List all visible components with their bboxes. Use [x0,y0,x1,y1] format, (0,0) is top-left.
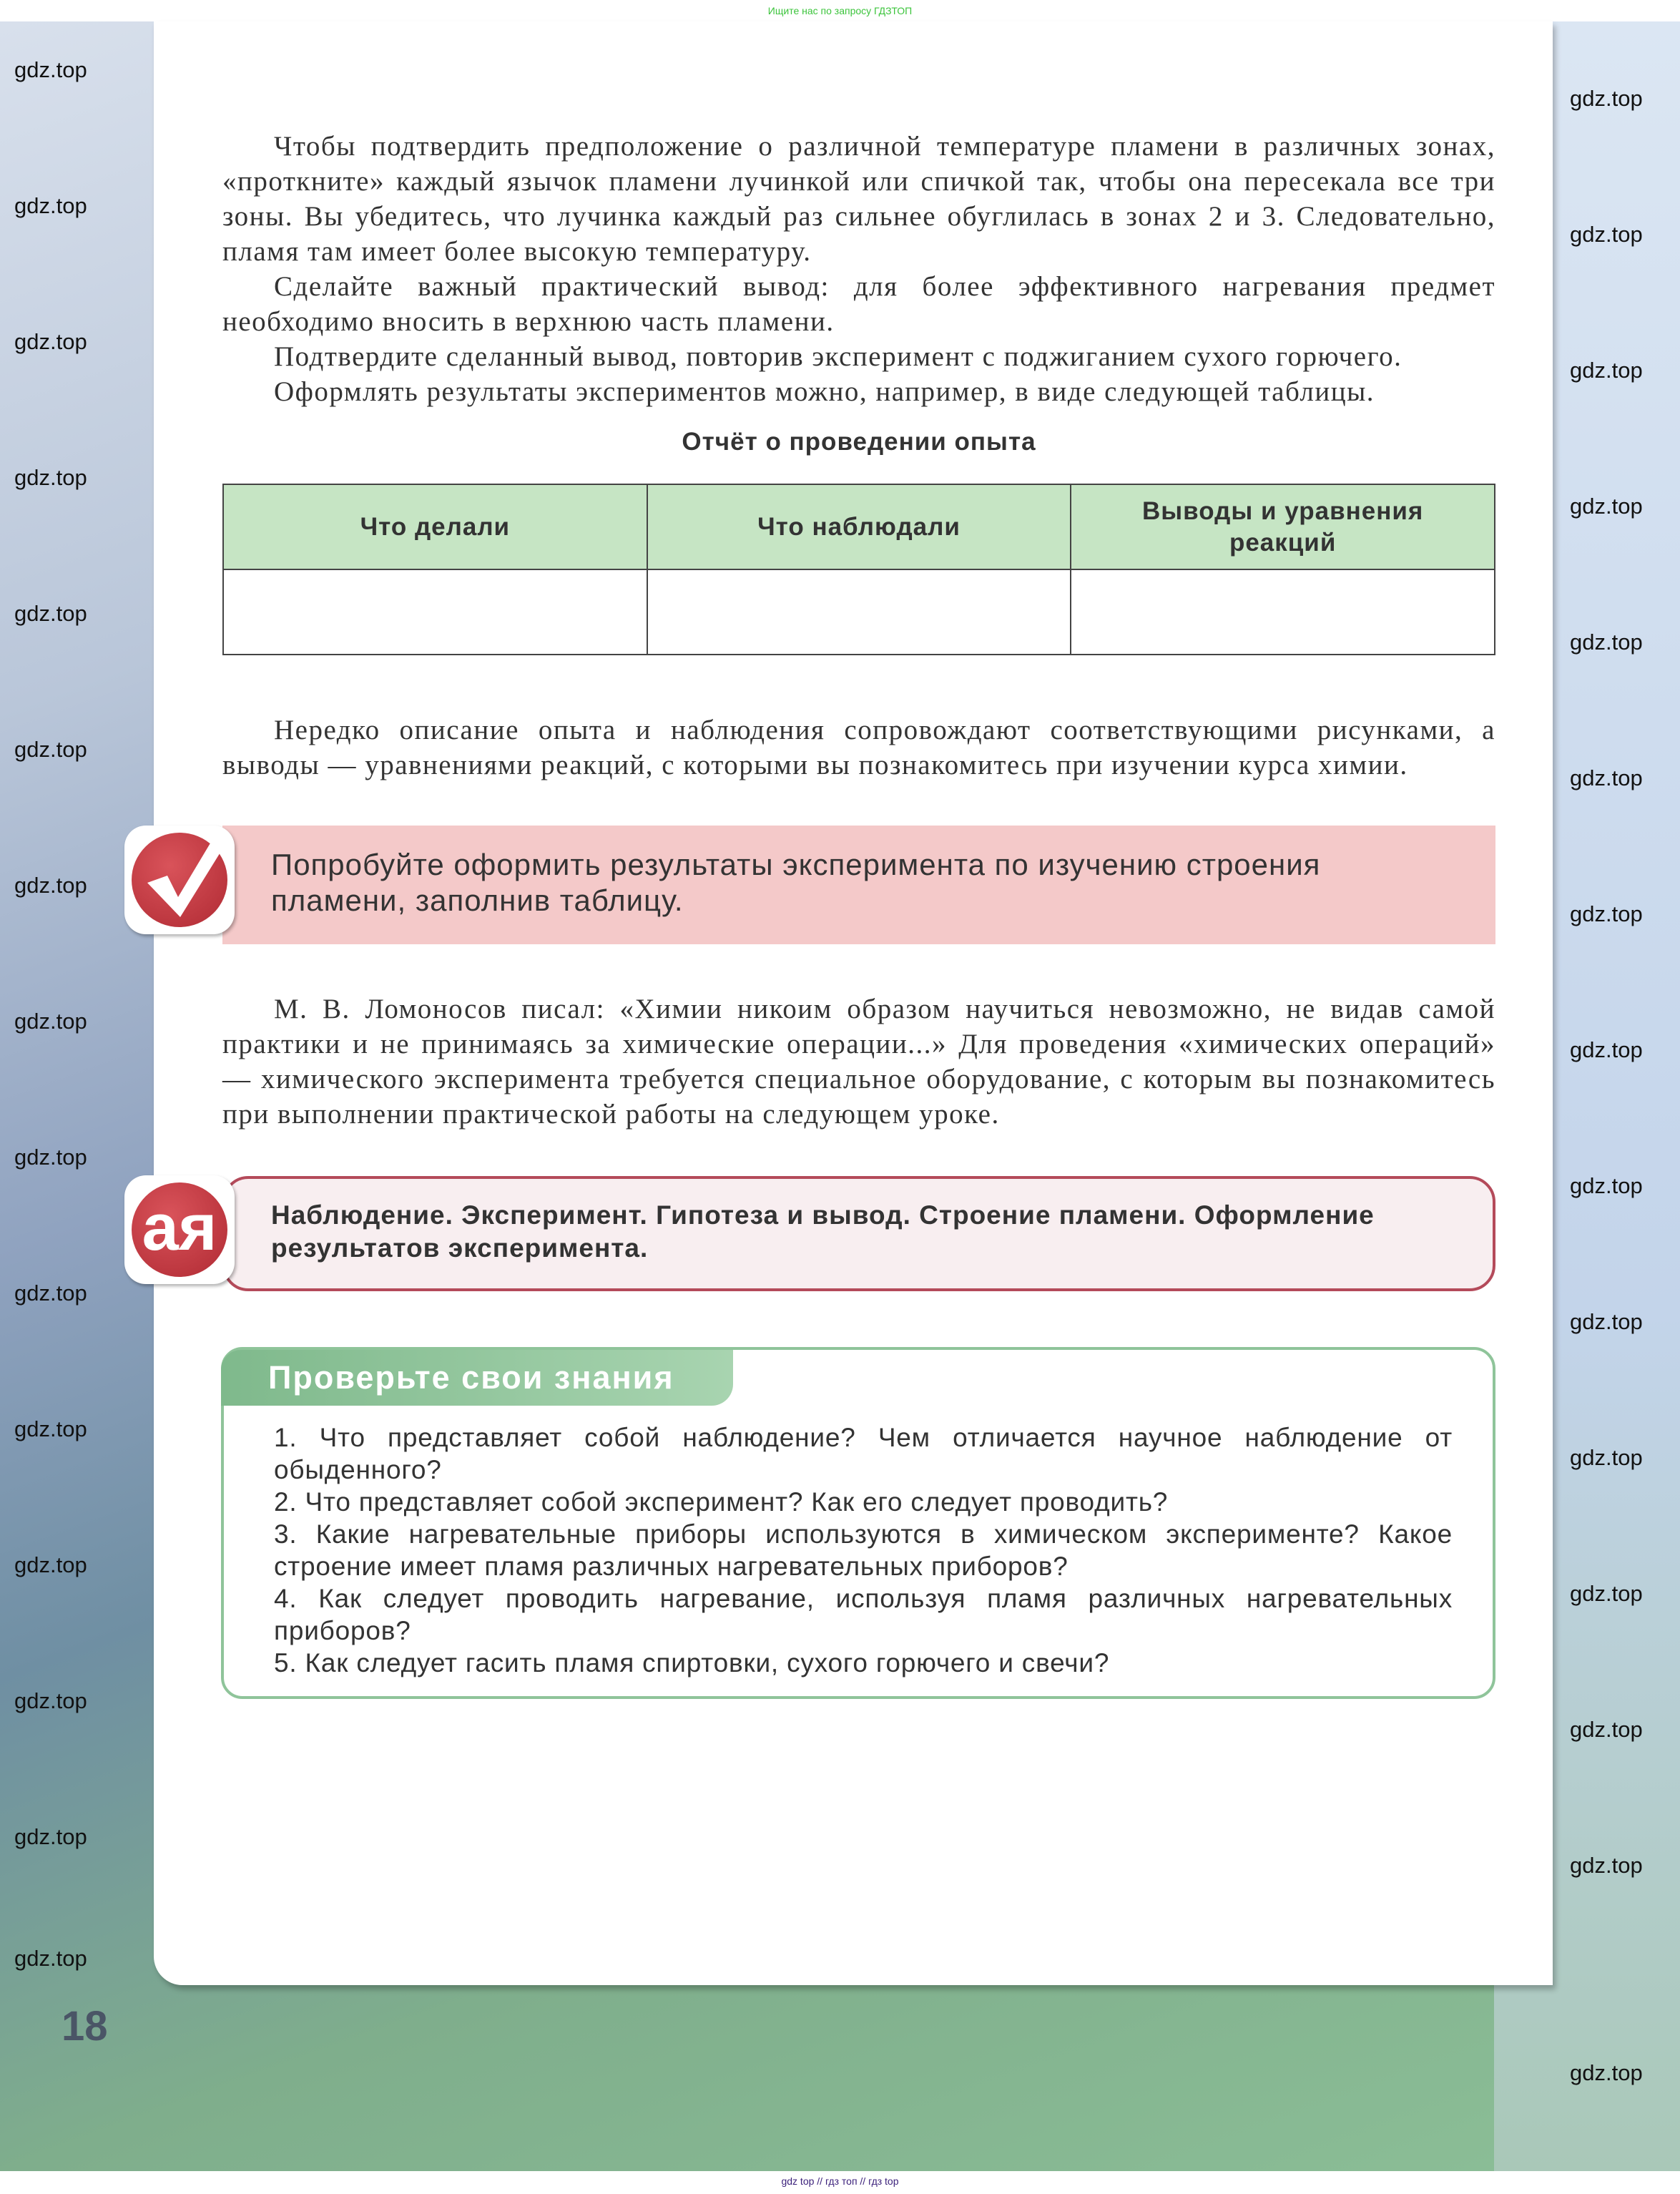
question-item: 1. Что представляет собой наблюдение? Чем отличается научное наблюдение от обыденного? [274,1423,1453,1484]
table-title: Отчёт о проведении опыта [682,428,1036,456]
page-number: 18 [62,2003,108,2049]
question-item: 2. Что представляет собой эксперимент? Как его следует проводить? [274,1487,1169,1517]
watermark: gdz.top [14,57,87,82]
watermark: gdz.top [14,1145,87,1170]
watermark: gdz.top [14,329,87,354]
watermark: gdz.top [14,873,87,898]
watermark: gdz.top [14,1280,87,1306]
glossary-icon [124,1175,235,1284]
table-row [223,569,1495,655]
checkmark-icon [124,826,235,934]
questions-list [274,1421,1453,1679]
watermark: gdz.top [1570,630,1643,655]
watermark: gdz.top [14,193,87,218]
task-text: Попробуйте оформить результаты эксперимента по изучению строения пламени, заполнив таблицу. [271,848,1321,917]
watermark: gdz.top [14,465,87,490]
question-item: 4. Как следует проводить нагревание, используя пламя различных нагревательных приборов? [274,1584,1453,1645]
task-box [222,826,1495,944]
watermark: gdz.top [1570,1309,1643,1334]
key-terms-text: Наблюдение. Эксперимент. Гипотеза и вывод. Строение пламени. Оформление результатов эксперимента. [271,1200,1375,1263]
question-item: 3. Какие нагревательные приборы используются в химическом эксперименте? Какое строение имеет пламя различных нагревательных приборов? [274,1519,1453,1581]
watermark: gdz.top [14,1416,87,1441]
watermark: gdz.top [14,1688,87,1713]
watermark: gdz.top [1570,1037,1643,1062]
watermark: gdz.top [1570,494,1643,519]
watermark: gdz.top [14,1552,87,1577]
watermark: gdz.top [1570,1445,1643,1470]
report-table [222,484,1495,655]
table-cell [647,569,1071,655]
paragraph: М. В. Ломоносов писал: «Химии никоим образом научиться невозможно, не видав самой практики и не принимаясь за химические операции...» Для проведения «химических операций» — химического эксперимента требуется специальное оборудование, с которым вы познакомитесь при выполнении практической работы на следующем уроке. [222,994,1495,1130]
paragraph: Оформлять результаты экспериментов можно, например, в виде следующей таблицы. [274,376,1375,407]
check-knowledge-box [221,1347,1495,1699]
watermark: gdz.top [1570,86,1643,111]
watermark: gdz.top [1570,1853,1643,1878]
drawings-paragraph [222,712,1495,783]
content-column [142,129,1495,1699]
table-cell [223,569,647,655]
paragraph: Нередко описание опыта и наблюдения сопровождают соответствующими рисунками, а выводы — уравнениями реакций, с которыми вы познакомитесь при изучении курса химии. [222,715,1495,780]
column-header: Что делали [223,484,647,569]
watermark: gdz.top [14,1009,87,1034]
glossary-icon-text: ая [142,1191,217,1264]
paragraph: Подтвердите сделанный вывод, повторив эксперимент с поджиганием сухого горючего. [274,341,1403,372]
watermark: gdz.top [14,601,87,626]
watermark: gdz.top [14,1946,87,1971]
lomonosov-paragraph [222,991,1495,1132]
paragraph: Сделайте важный практический вывод: для более эффективного нагревания предмет необходимо вносить в верхнюю часть пламени. [222,271,1495,337]
footer-link[interactable]: gdz top // гдз топ // гдз top [781,2175,899,2187]
watermark: gdz.top [1570,1581,1643,1606]
watermark: gdz.top [1570,901,1643,926]
intro-paragraphs [222,129,1495,409]
watermark: gdz.top [14,737,87,762]
watermark: gdz.top [14,1824,87,1849]
column-header: Выводы и уравнения реакций [1071,484,1495,569]
column-header: Что наблюдали [647,484,1071,569]
table-header-row [223,484,1495,569]
table-cell [1071,569,1495,655]
header-link[interactable]: Ищите нас по запросу ГДЗТОП [767,5,913,16]
watermark: gdz.top [1570,2060,1643,2085]
question-item: 5. Как следует гасить пламя спиртовки, сухого горючего и свечи? [274,1648,1110,1678]
watermark: gdz.top [1570,1173,1643,1198]
watermark: gdz.top [1570,1717,1643,1742]
check-knowledge-title: Проверьте свои знания [221,1350,733,1406]
watermark: gdz.top [1570,222,1643,247]
watermark: gdz.top [1570,358,1643,383]
key-terms-box [142,1176,1495,1291]
paragraph: Чтобы подтвердить предположение о различной температуре пламени в различных зонах, «проткните» каждый язычок пламени лучинкой или спичкой так, чтобы она пересекала все три зоны. Вы убедитесь, что лучинка каждый раз сильнее обуглилась в зонах 2 и 3. Следовательно, пламя там имеет более высокую температуру. [222,131,1495,267]
watermark: gdz.top [1570,765,1643,790]
